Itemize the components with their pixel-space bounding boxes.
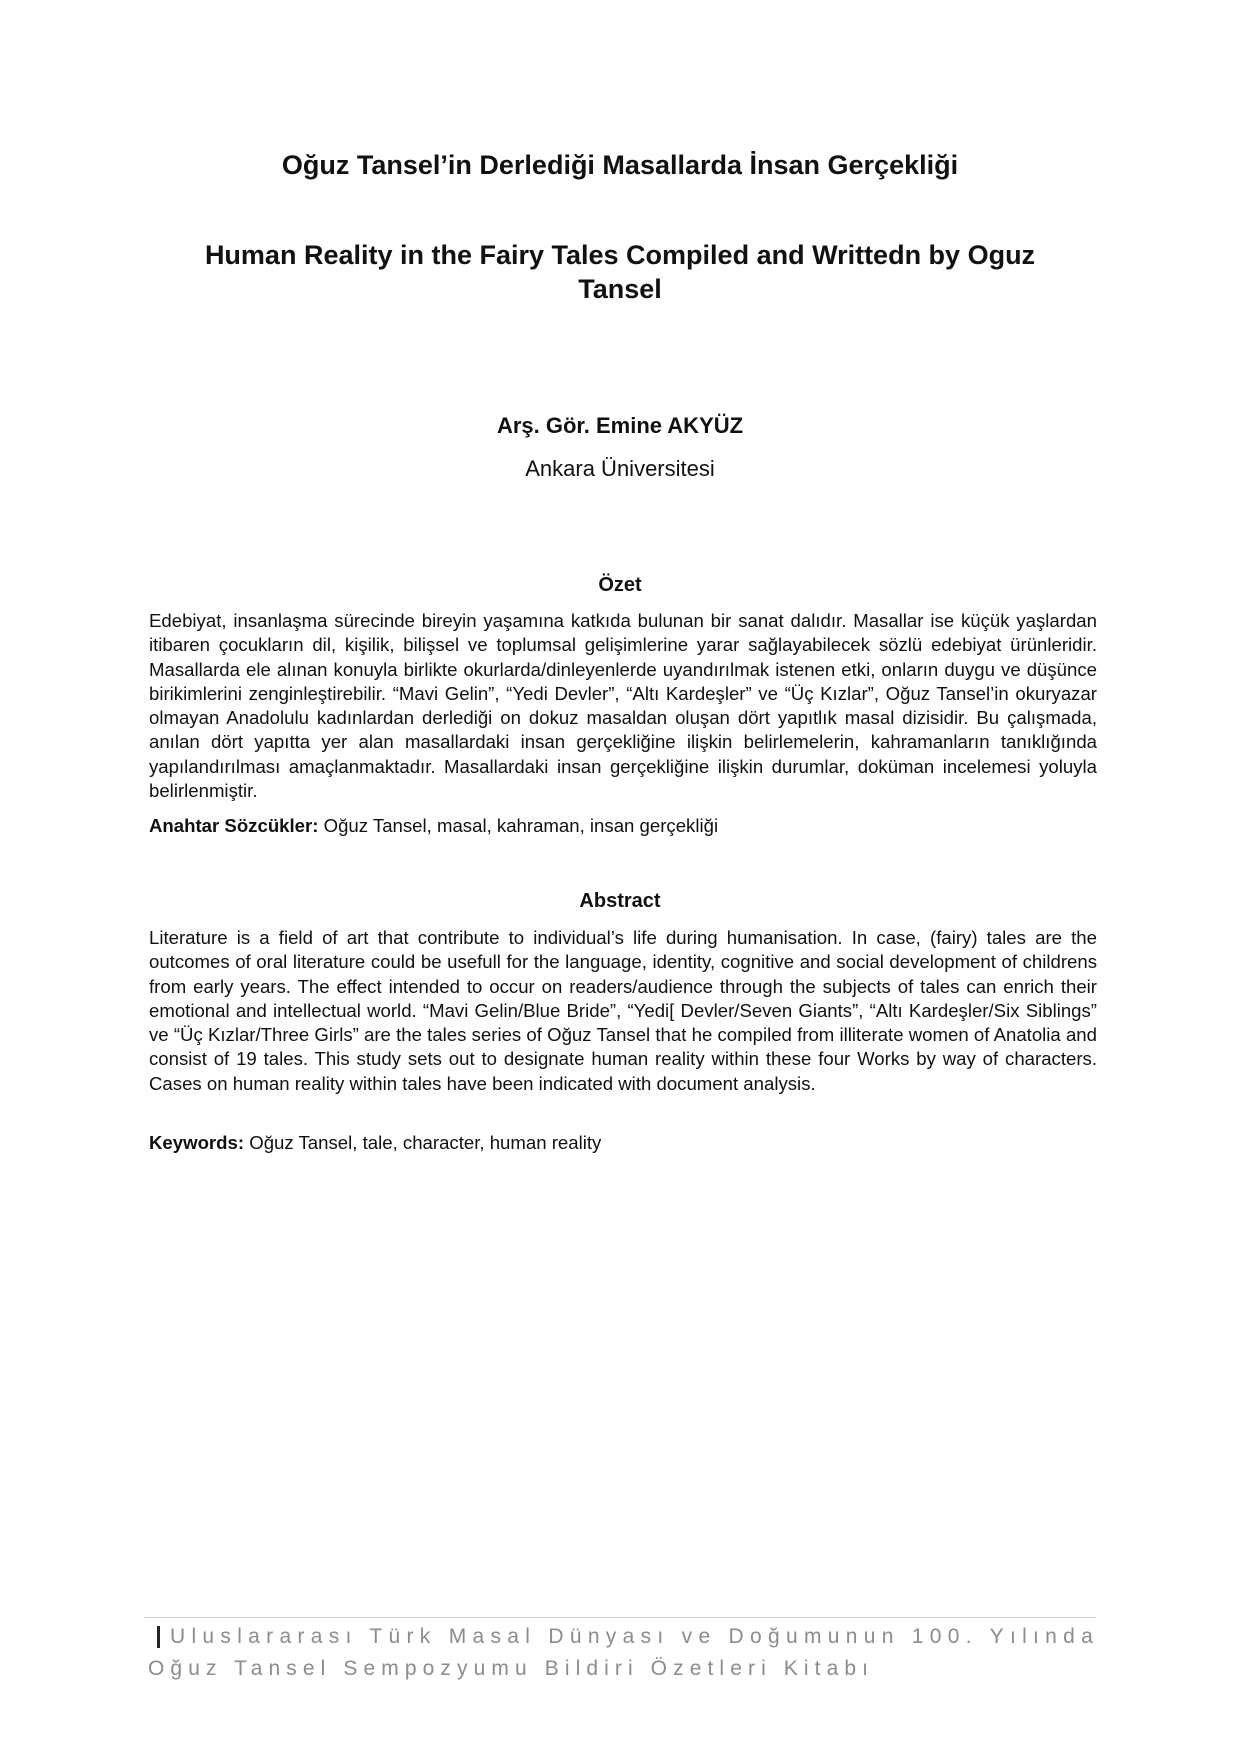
abstract-heading: Abstract bbox=[579, 890, 661, 912]
ozet-heading: Özet bbox=[598, 574, 642, 596]
author-affiliation: Ankara Üniversitesi bbox=[525, 456, 715, 481]
abstract-keywords bbox=[149, 1131, 1097, 1155]
abstract-keywords-values: Oğuz Tansel, tale, character, human reality bbox=[249, 1132, 602, 1153]
author-name: Arş. Gör. Emine AKYÜZ bbox=[496, 413, 744, 438]
ozet-text: Edebiyat, insanlaşma sürecinde bireyin yaşamına katkıda bulunan bir sanat dalıdır. Masallar ise küçük yaşlardan itibaren çocukların dil, kişilik, bilişsel ve toplumsal gelişimlerine yarar sağlayabilecek sözlü edebiyat ürünleridir. Masallarda ele alınan konuyla birlikte okurlarda/dinleyenlerde uyandırılmak istenen etki, onların duygu ve düşünce birikimlerini zenginleştirebilir. “Mavi Gelin”, “Yedi Devler”, “Altı Kardeşler” ve “Üç Kızlar”, Oğuz Tansel’in okuryazar olmayan Anadolulu kadınlardan derlediği on dokuz masaldan oluşan dört yapıtlık masal dizisidir. Bu çalışmada, anılan dört yapıtta yer alan masallardaki insan gerçekliğine ilişkin belirlemelerin, kahramanların tanıklığında yapılandırılması amaçlanmaktadır. Masallardaki insan gerçekliğine ilişkin durumlar, doküman incelemesi yoluyla belirlenmiştir. bbox=[149, 610, 1097, 802]
footer-line-2: Oğuz Tansel Sempozyumu Bildiri Özetleri Kitabı bbox=[148, 1657, 875, 1680]
ozet-keywords-label: Anahtar Sözcükler: bbox=[149, 815, 319, 836]
title-english: Human Reality in the Fairy Tales Compiled and Writtedn by Oguz Tansel bbox=[204, 240, 1036, 304]
ozet-keywords bbox=[149, 814, 1097, 838]
abstract-text: Literature is a field of art that contribute to individual’s life during humanisation. In case, (fairy) tales are the outcomes of oral literature could be usefull for the language, identity, cognitive and social development of childrens from early years. The effect intended to occur on readers/audience through the subjects of tales can enrich their emotional and intellectual world. “Mavi Gelin/Blue Bride”, “Yedi[ Devler/Seven Giants”, “Altı Kardeşler/Six Siblings” ve “Üç Kızlar/Three Girls” are the tales series of Oğuz Tansel that he compiled from illiterate women of Anatolia and consist of 19 tales. This study sets out to designate human reality within these four Works by way of characters. Cases on human reality within tales have been indicated with document analysis. bbox=[149, 927, 1097, 1094]
ozet-keywords-values: Oğuz Tansel, masal, kahraman, insan gerçekliği bbox=[323, 815, 719, 836]
footer-marker bbox=[157, 1626, 160, 1648]
footer-line-1: Uluslararası Türk Masal Dünyası ve Doğumunun 100. Yılında bbox=[170, 1625, 1100, 1648]
abstract-keywords-label: Keywords: bbox=[149, 1132, 245, 1153]
footer-divider bbox=[144, 1617, 1096, 1618]
title-turkish: Oğuz Tansel’in Derlediği Masallarda İnsan Gerçekliği bbox=[281, 150, 959, 180]
